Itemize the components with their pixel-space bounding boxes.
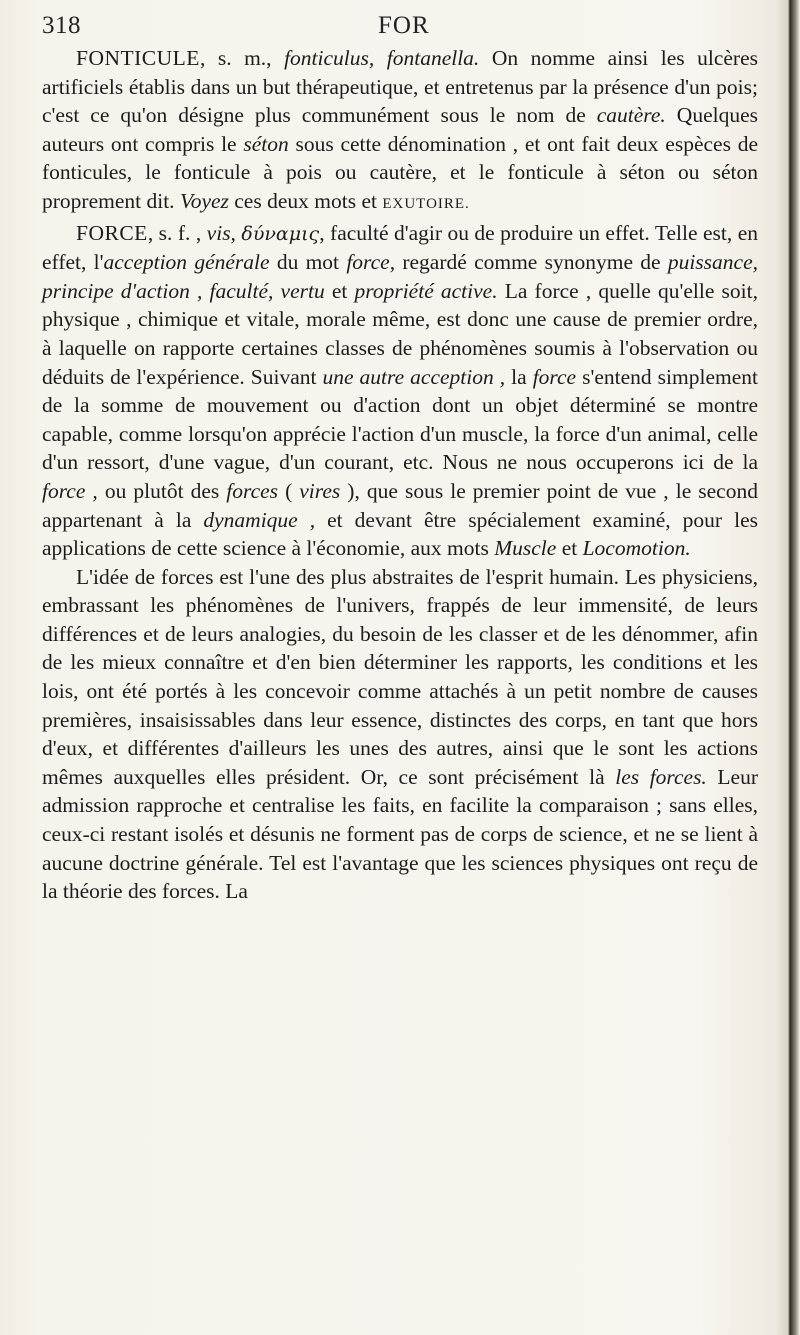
- text-run: s'entend simplement de la somme de mouvement ou d'action dont un objet déterminé se montre capable, comme lorsqu'on apprécie l'action d'un muscle, la force d'un animal, celle d'un ressort, d'une vague, d'un courant, etc. Nous ne nous occuperons ici de la: [42, 364, 758, 475]
- entry-force: [42, 219, 758, 563]
- text-run: , s. m.,: [199, 46, 285, 70]
- italic-text: forces: [226, 478, 279, 503]
- entry-headword: FORCE: [76, 220, 148, 245]
- text-run: et devant être spécialement examiné, pour les applications de cette science à l'économie, aux mots: [42, 507, 758, 561]
- italic-text: séton: [243, 131, 289, 156]
- text-run: du mot: [269, 250, 347, 275]
- running-head: FOR: [378, 12, 430, 39]
- entry-fonticule: [42, 44, 758, 219]
- text-run: et: [556, 536, 583, 561]
- text-run: ces deux mots et: [228, 188, 383, 213]
- italic-text: force,: [346, 250, 396, 275]
- italic-text: force: [532, 364, 577, 389]
- italic-text: dynamique ,: [203, 507, 316, 532]
- text-run: la: [505, 364, 533, 389]
- text-run: regardé comme synonyme de: [395, 250, 668, 275]
- text-run: L'idée de forces est l'une des plus abstraites de l'esprit humain. Les physiciens, embrassant les phénomènes de l'univers, frappés de leur immensité, de leurs différences et de leurs analogies, du besoin de les classer et de les dénommer, afin de les mieux connaître et d'en bien déterminer les rapports, les conditions et les lois, ont été portés à les concevoir comme attachés à un petit nombre de causes premières, insaisissables dans leur essence, distinctes des corps, en tant que hors d'eux, et différentes d'ailleurs les unes des autres, ainsi que le sont les actions mêmes auxquelles elles président. Or, ce sont précisément là: [42, 564, 758, 789]
- text-run: , faculté d'agir ou de produire un effet. Telle est, en effet, l': [42, 220, 758, 275]
- text-run: sous cette dénomination , et ont fait deux espèces de fonticules, le fonticule à pois ou cautère, et le fonticule à séton ou séton proprement dit.: [42, 131, 759, 213]
- page-header: [40, 10, 760, 40]
- page-number: 318: [42, 12, 81, 39]
- italic-text: Voyez: [179, 188, 229, 213]
- italic-text: vires: [299, 478, 341, 503]
- italic-text: acception générale: [103, 250, 270, 275]
- italic-text: les forces.: [615, 764, 707, 789]
- italic-text: une autre acception ,: [322, 364, 506, 389]
- text-run: On nomme ainsi les ulcères artificiels établis dans un but thérapeutique, et entretenus par la présence d'un pois; c'est ce qu'on désigne plus communément sous le nom de: [42, 46, 758, 128]
- text-run: La force , quelle qu'elle soit, physique , chimique et vitale, morale même, est donc une cause de premier ordre, à laquelle on rapporte certaines classes de phénomènes soumis à l'observation ou déduits de l'expérience. Suivant: [42, 278, 758, 389]
- italic-text: Muscle: [494, 536, 557, 561]
- text-run: Quelques auteurs ont compris le: [42, 103, 758, 156]
- text-run: ou plutôt des: [97, 478, 227, 503]
- italic-text: vis,: [206, 220, 242, 245]
- italic-text: cautère.: [596, 103, 666, 128]
- small-caps-text: EXUTOIRE.: [382, 195, 470, 212]
- italic-text: Locomotion.: [582, 536, 691, 561]
- paragraph-forces-idea: [42, 563, 758, 906]
- text-run: (: [278, 478, 300, 503]
- text-run: ), que sous le premier point de vue , le second appartenant à la: [42, 478, 758, 532]
- italic-text: fonticulus, fontanella.: [284, 46, 480, 70]
- entry-headword: FONTICULE: [76, 46, 200, 70]
- italic-text: puissance, principe d'action , faculté, vertu: [42, 250, 758, 303]
- italic-text: propriété active.: [354, 278, 498, 303]
- text-run: et: [324, 278, 355, 303]
- text-run: Leur admission rapproche et centralise les faits, en facilite la comparaison ; sans elles, ceux-ci restant isolés et désunis ne forment pas de corps de science, et ne se lient à aucune doctrine générale. Tel est l'avantage que les sciences physiques ont reçu de la théorie des forces. La: [42, 764, 758, 904]
- greek-text: δύναμις: [241, 222, 320, 245]
- body-text: [42, 44, 758, 906]
- italic-text: force ,: [42, 478, 98, 503]
- text-run: , s. f. ,: [147, 220, 207, 245]
